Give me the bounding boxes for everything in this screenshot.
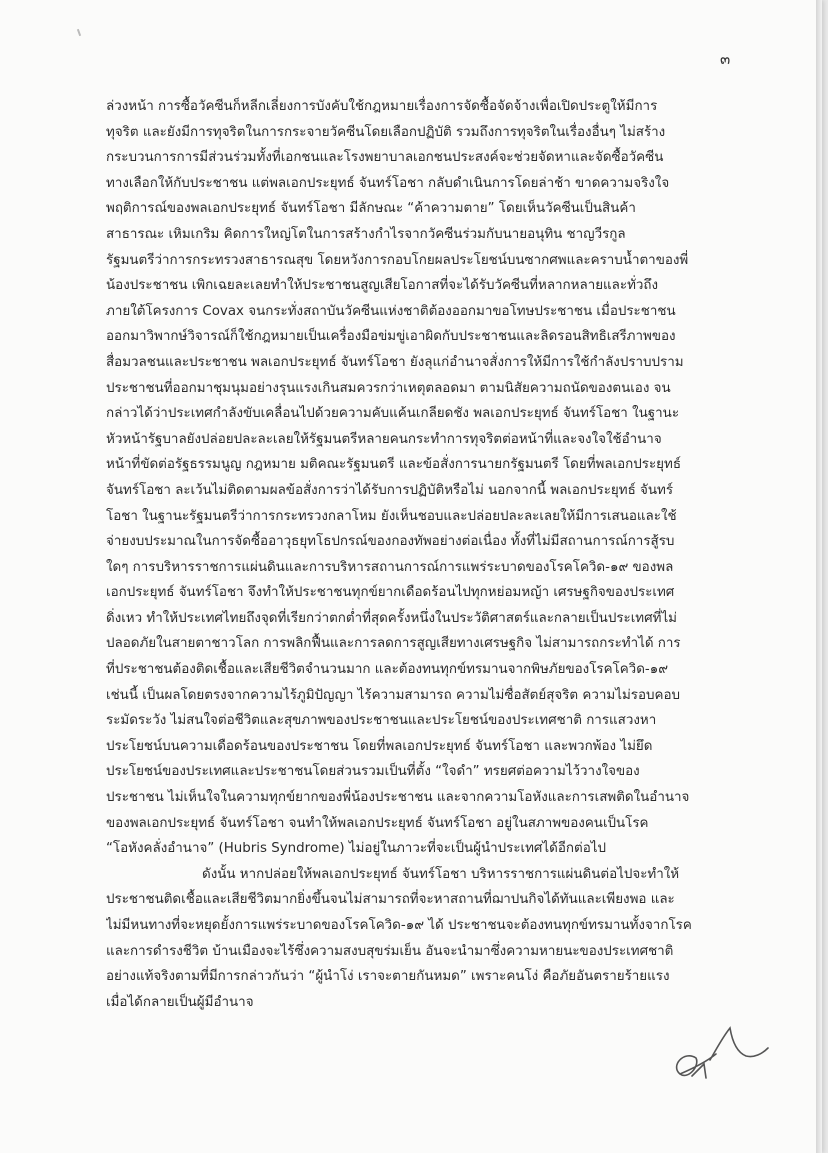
text-line: กระบวนการการมีส่วนร่วมทั้งที่เอกชนและโรงพยาบาลเอกชนประสงค์จะช่วยจัดหาและจัดซื้อวัคซีน [106,150,664,166]
text-line: หัวหน้ารัฐบาลยังปล่อยปละละเลยให้รัฐมนตรีหลายคนกระทำการทุจริตต่อหน้าที่และจงใจใช้อำนาจ [106,431,662,447]
text-line: น้องประชาชน เพิกเฉยละเลยทำให้ประชาชนสูญเสียโอกาสที่จะได้รับวัคซีนที่หลากหลายและทั่วถึง [106,278,659,294]
text-line: หน้าที่ขัดต่อรัฐธรรมนูญ กฎหมาย มติคณะรัฐมนตรี และข้อสั่งการนายกรัฐมนตรี โดยที่พลเอกประยุทธ์ [106,457,682,473]
text-line: ประชาชนที่ออกมาชุมนุมอย่างรุนแรงเกินสมควรกว่าเหตุตลอดมา ตามนิสัยความถนัดของตนเอง จน [106,380,671,396]
text-line: โอชา ในฐานะรัฐมนตรีว่าการกระทรวงกลาโหม ยังเห็นชอบและปล่อยปละละเลยให้มีการเสนอและใช้ [106,508,677,524]
text-line: ประชาชนติดเชื้อและเสียชีวิตมากยิ่งขึ้นจนไม่สามารถที่จะหาสถานที่ฌาปนกิจได้ทันและเพียงพอ และ [106,892,675,908]
text-line: สื่อมวลชนและประชาชน พลเอกประยุทธ์ จันทร์โอชา ยังลุแก่อำนาจสั่งการให้มีการใช้กำลังปราบปราม [106,354,684,370]
text-line: ออกมาวิพากษ์วิจารณ์ก็ใช้กฎหมายเป็นเครื่องมือข่มขู่เอาผิดกับประชาชนและลิดรอนสิทธิเสรีภาพของ [106,329,676,345]
text-line: จันทร์โอชา ละเว้นไม่ติดตามผลข้อสั่งการว่าได้รับการปฏิบัติหรือไม่ นอกจากนี้ พลเอกประยุทธ์ จันทร์ [106,482,674,498]
text-line: ใดๆ การบริหารราชการแผ่นดินและการบริหารสถานการณ์การแพร่ระบาดของโรคโควิด-๑๙ ของพล [106,559,674,575]
text-line: ไม่มีหนทางที่จะหยุดยั้งการแพร่ระบาดของโรคโควิด-๑๙ ได้ ประชาชนจะต้องทนทุกข์ทรมานทั้งจากโรค [106,918,692,933]
paragraph-first-line: ดังนั้น หากปล่อยให้พลเอกประยุทธ์ จันทร์โอชา บริหารราชการแผ่นดินต่อไปจะทำให้ [202,866,680,882]
text-line: ล่วงหน้า การซื้อวัคซีนก็หลีกเลี่ยงการบังคับใช้กฎหมายเรื่องการจัดซื้อจัดจ้างเพื่อเปิดประตูให้มีการ [106,99,658,114]
page-number: ๓ [720,50,732,68]
text-line: ระมัดระวัง ไม่สนใจต่อชีวิตและสุขภาพของประชาชนและประโยชน์ของประเทศชาติ การแสวงหา [106,713,657,729]
handwritten-signature [666,1020,776,1090]
text-line: “โอหังคลั่งอำนาจ” (Hubris Syndrome) ไม่อยู่ในภาวะที่จะเป็นผู้นำประเทศได้อีกต่อไป [106,841,606,857]
text-line: สาธารณะ เหิมเกริม คิดการใหญ่โตในการสร้างกำไรจากวัคซีนร่วมกับนายอนุทิน ชาญวีรกูล [106,226,626,242]
page-edge [816,0,822,1153]
text-line: จ่ายงบประมาณในการจัดซื้ออาวุธยุทโธปกรณ์ของกองทัพอย่างต่อเนื่อง ทั้งที่ไม่มีสถานการณ์การสู้รบ [106,534,675,550]
scan-speck [77,29,81,36]
text-line: ปลอดภัยในสายตาชาวโลก การพลิกฟื้นและการลดการสูญเสียทางเศรษฐกิจ ไม่สามารถกระทำได้ การ [106,636,681,652]
text-line: ที่ประชาชนต้องติดเชื้อและเสียชีวิตจำนวนมาก และต้องทนทุกข์ทรมานจากพิษภัยของโรคโควิด-๑๙ [106,662,669,678]
text-line: พฤติการณ์ของพลเอกประยุทธ์ จันทร์โอชา มีลักษณะ “ค้าความตาย” โดยเห็นวัคซีนเป็นสินค้า [106,201,636,217]
text-line: ทุจริต และยังมีการทุจริตในการกระจายวัคซีนโดยเลือกปฏิบัติ รวมถึงการทุจริตในเรื่องอื่นๆ ไม่สร้าง [106,124,666,140]
text-line: ประชาชน ไม่เห็นใจในความทุกข์ยากของพี่น้องประชาชน และจากความโอหังและการเสพติดในอำนาจ [106,790,690,806]
text-line: เอกประยุทธ์ จันทร์โอชา จึงทำให้ประชาชนทุกข์ยากเดือดร้อนไปทุกหย่อมหญ้า เศรษฐกิจของประเทศ [106,585,675,601]
text-line: เช่นนี้ เป็นผลโดยตรงจากความไร้ภูมิปัญญา ไร้ความสามารถ ความไม่ซื่อสัตย์สุจริต ความไม่รอบคอบ [106,687,680,703]
text-line: ของพลเอกประยุทธ์ จันทร์โอชา จนทำให้พลเอกประยุทธ์ จันทร์โอชา อยู่ในสภาพของคนเป็นโรค [106,815,649,831]
text-line: ดิ่งเหว ทำให้ประเทศไทยถึงจุดที่เรียกว่าตกต่ำที่สุดครั้งหนึ่งในประวัติศาสตร์และกลายเป็นประเทศที่ไม่ [106,610,678,626]
text-line: เมื่อได้กลายเป็นผู้มีอำนาจ [106,994,254,1010]
text-line: กล่าวได้ว่าประเทศกำลังขับเคลื่อนไปด้วยความคับแค้นเกลียดชัง พลเอกประยุทธ์ จันทร์โอชา ในฐานะ [106,406,680,422]
text-line: รัฐมนตรีว่าการกระทรวงสาธารณสุข โดยหวังการกอบโกยผลประโยชน์บนซากศพและคราบน้ำตาของพี่ [106,252,689,268]
text-line: ภายใต้โครงการ Covax จนกระทั่งสถาบันวัคซีนแห่งชาติต้องออกมาขอโทษประชาชน เมื่อประชาชน [106,303,676,319]
text-line: ประโยชน์ของประเทศและประชาชนโดยส่วนรวมเป็นที่ตั้ง “ใจดำ” ทรยศต่อความไว้วางใจของ [106,764,640,780]
text-line: ทางเลือกให้กับประชาชน แต่พลเอกประยุทธ์ จันทร์โอชา กลับดำเนินการโดยล่าช้า ขาดความจริงใจ [106,175,670,191]
text-line: อย่างแท้จริงตามที่มีการกล่าวกันว่า “ผู้นำโง่ เราจะตายกันหมด” เพราะคนโง่ คือภัยอันตรายร้ายแรง [106,969,670,985]
text-line: และการดำรงชีวิต บ้านเมืองจะไร้ซึ่งความสงบสุขร่มเย็น อันจะนำมาซึ่งความหายนะของประเทศชาติ [106,943,674,959]
body-text [106,94,726,1015]
text-line: ประโยชน์บนความเดือดร้อนของประชาชน โดยที่พลเอกประยุทธ์ จันทร์โอชา และพวกพ้อง ไม่ยึด [106,738,653,754]
